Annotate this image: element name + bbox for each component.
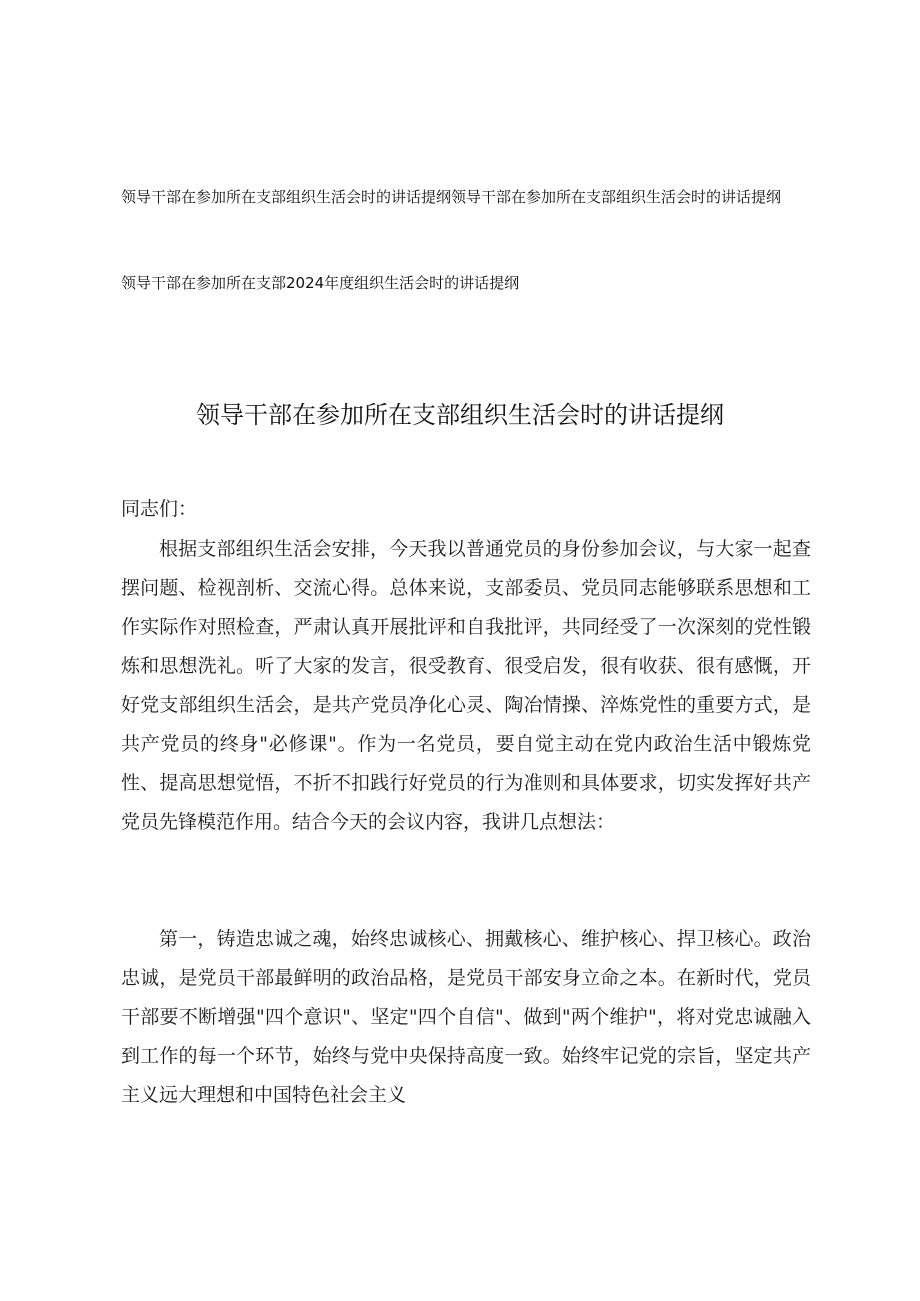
salutation: 同志们：: [121, 498, 198, 520]
paragraph-2: 第一，铸造忠诚之魂，始终忠诚核心、拥戴核心、维护核心、捍卫核心。政治忠诚，是党员干部最鲜明的政治品格，是党员干部安身立命之本。在新时代，党员干部要不断增强"四个意识"、坚定"四个自信"、做到"两个维护"，将对党忠诚融入到工作的每一个环节，始终与党中央保持高度一致。始终牢记党的宗旨，坚定共产主义远大理想和中国特色社会主义: [121, 928, 811, 1106]
document-title: 领导干部在参加所在支部组织生活会时的讲话提纲: [196, 401, 724, 429]
header-title-line-2: 领导干部在参加所在支部2024年度组织生活会时的讲话提纲: [121, 274, 520, 292]
header-title-line-1: 领导干部在参加所在支部组织生活会时的讲话提纲领导干部在参加所在支部组织生活会时的讲话提纲: [121, 188, 782, 206]
paragraph-1: 根据支部组织生活会安排，今天我以普通党员的身份参加会议，与大家一起查摆问题、检视剖析、交流心得。总体来说，支部委员、党员同志能够联系思想和工作实际作对照检查，严肃认真开展批评和自我批评，共同经受了一次深刻的党性锻炼和思想洗礼。听了大家的发言，很受教育、很受启发，很有收获、很有感慨，开好党支部组织生活会，是共产党员净化心灵、陶冶情操、淬炼党性的重要方式，是共产党员的终身"必修课"。作为一名党员，要自觉主动在党内政治生活中锻炼党性、提高思想觉悟，不折不扣践行好党员的行为准则和具体要求，切实发挥好共产党员先锋模范作用。结合今天的会议内容，我讲几点想法：: [121, 538, 811, 833]
